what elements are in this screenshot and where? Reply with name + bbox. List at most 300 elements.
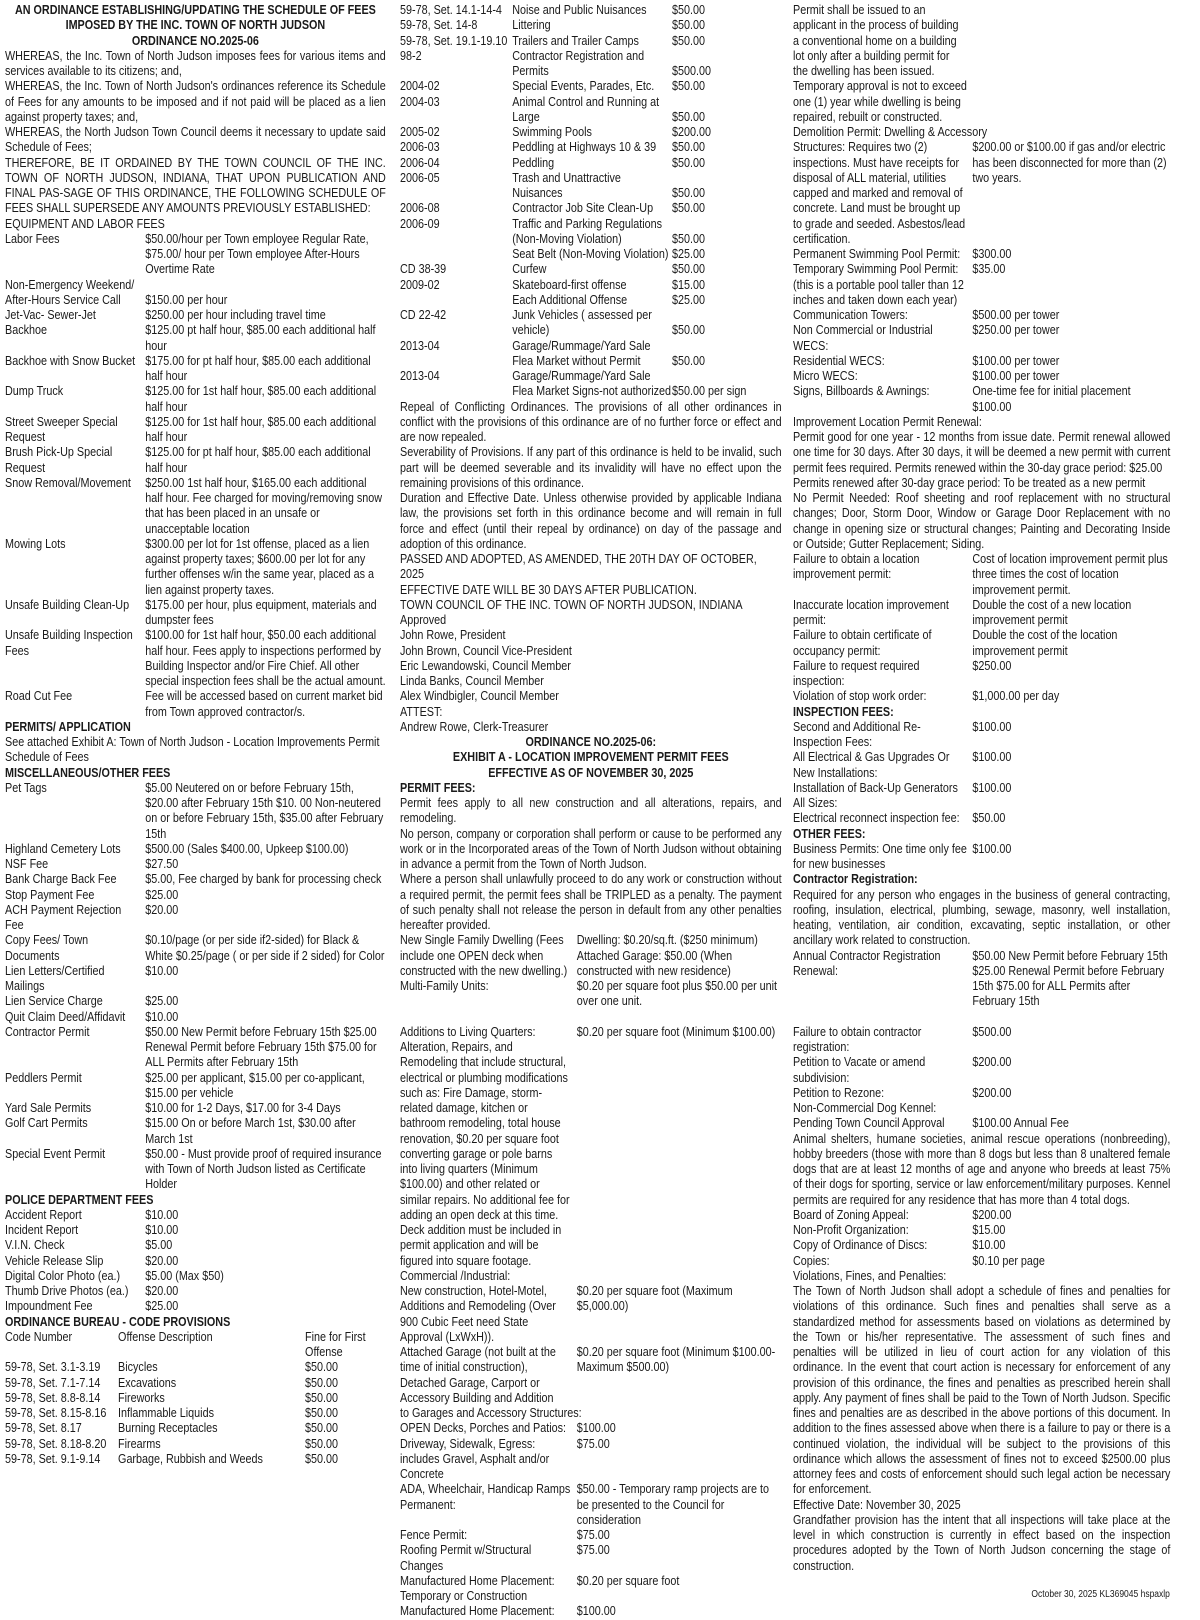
row-label: Installation of Back-Up Generators All Sizes: xyxy=(793,780,958,810)
fee-row xyxy=(793,1025,1170,1056)
row-label: 59-78, Set. 8.8-8.14 xyxy=(5,1390,101,1405)
fee-row xyxy=(793,552,1170,598)
paragraph: Repeal of Conflicting Ordinances. The provisions of all other ordinances in conflict with the provisions of this ordinance are of no further force or effect and are now repealed. xyxy=(400,399,782,444)
row-value: $20.00 xyxy=(145,902,179,917)
row-label: 59-78, Set. 8.15-8.16 xyxy=(5,1406,107,1420)
fee-row xyxy=(5,232,386,278)
row-value: $10.00 xyxy=(972,1238,1006,1253)
row-description: Trash and Unattractive Nuisances xyxy=(512,170,621,200)
row-value: $50.00 xyxy=(672,18,705,33)
fee-row xyxy=(5,354,386,385)
code-row xyxy=(400,201,782,216)
fee-row xyxy=(400,933,782,979)
fee-row xyxy=(5,415,386,446)
row-label: Temporary Swimming Pool Permit: (this is a portable pool taller than 12 inches and taken down each year) xyxy=(793,262,964,307)
row-value: $5.00 xyxy=(145,1238,173,1253)
row-value: $15.00 On or before March 1st, $30.00 after March 1st xyxy=(145,1116,356,1146)
text-line: Commercial /Industrial: xyxy=(400,1268,511,1283)
spacer xyxy=(400,1010,782,1025)
row-label: 2006-05 xyxy=(400,170,440,185)
row-value xyxy=(972,3,1170,125)
row-value: $50.00 xyxy=(672,109,705,124)
row-value: $300.00 xyxy=(972,247,1012,261)
row-value: $75.00 xyxy=(576,1436,610,1451)
fee-row xyxy=(793,1238,1170,1253)
text-line: ATTEST: xyxy=(400,704,443,719)
row-description: Swimming Pools xyxy=(512,125,592,139)
row-value: $250.00 1st half hour, $165.00 each additional half hour. Fee charged for moving/removing snow that has been placed in an unsafe or unacceptable location xyxy=(145,475,383,536)
row-value: $50.00 New Permit before February 15th $25.00 Renewal Permit before February 15th $75.00 for ALL Permits after February 15th xyxy=(145,1024,377,1070)
code-row xyxy=(5,1452,386,1467)
row-label: Contractor Permit xyxy=(5,1024,90,1039)
row-value: $250.00 xyxy=(972,658,1012,673)
fee-row xyxy=(5,1208,386,1223)
row-value: $50.00 - Must provide proof of required insurance with Town of North Judson listed as Certificate Holder xyxy=(145,1146,382,1192)
row-value: $10.00 xyxy=(145,1009,179,1024)
row-value: $500.00 xyxy=(972,1024,1012,1039)
row-value: $300.00 per lot for 1st offense, placed as a lien against property taxes; $600.00 per lot for any further offenses w/in the same year, placed as a lien against property taxes. xyxy=(145,536,375,597)
row-value: $50.00 xyxy=(972,811,1006,826)
text-line: TOWN COUNCIL OF THE INC. TOWN OF NORTH JUDSON, INDIANA xyxy=(400,597,743,612)
fee-row xyxy=(793,659,1170,690)
fee-row xyxy=(5,384,386,415)
row-value: $50.00 xyxy=(672,155,705,170)
row-description: Garage/Rummage/Yard Sale Flea Market Signs-not authorized xyxy=(512,369,672,399)
row-value: $500.00 (Sales $400.00, Upkeep $100.00) xyxy=(145,841,349,856)
fee-row xyxy=(5,537,386,598)
row-label: Non-Profit Organization: xyxy=(793,1223,909,1237)
fee-row xyxy=(793,369,1170,384)
code-row xyxy=(400,140,782,155)
row-label: Backhoe xyxy=(5,323,47,338)
row-label: Stop Payment Fee xyxy=(5,887,95,902)
paragraph: WHEREAS, the Inc. Town of North Judson's ordinances reference its Schedule of Fees for any amounts to be imposed and if not paid will be placed as a lien against property taxes; and, xyxy=(5,79,386,124)
code-row xyxy=(5,1360,386,1375)
row-value: $250.00 per tower xyxy=(972,323,1060,338)
centered-heading: ORDINANCE NO.2025-06 xyxy=(131,33,259,48)
row-value: $0.10/page (or per side if2-sided) for Black & White $0.25/page ( or per side if 2 sided) for Color xyxy=(145,933,385,963)
row-label: 2005-02 xyxy=(400,125,440,139)
code-row xyxy=(5,1406,386,1421)
text-line: Linda Banks, Council Member xyxy=(400,674,544,688)
row-value: $0.20 per square foot (Maximum $5,000.00) xyxy=(576,1284,733,1314)
code-row xyxy=(400,339,782,370)
row-label: Impoundment Fee xyxy=(5,1299,93,1314)
row-label: Unsafe Building Clean-Up xyxy=(5,597,130,612)
row-value: $5.00 Neutered on or before February 15th, $20.00 after February 15th $10. 00 Non-neutered on or before February 15th, $35.00 after February 15th xyxy=(145,780,384,841)
row-value: $250.00 per hour including travel time xyxy=(145,308,326,322)
row-value: $500.00 xyxy=(672,64,711,78)
row-label: Golf Cart Permits xyxy=(5,1116,88,1131)
row-label: All Electrical & Gas Upgrades Or New Installations: xyxy=(793,750,950,780)
text-line: Approved xyxy=(400,613,447,627)
code-row xyxy=(400,34,782,49)
code-row xyxy=(400,278,782,293)
text-line: See attached Exhibit A: Town of North Judson - Location Improvements Permit Schedule of Fees xyxy=(5,735,380,765)
fee-row xyxy=(5,1010,386,1025)
fee-row xyxy=(400,979,782,1010)
row-value: $5.00 (Max $50) xyxy=(145,1268,224,1283)
row-label: Manufactured Home Placement: Temporary or Construction xyxy=(400,1573,555,1603)
row-value: $10.00 for 1-2 Days, $17.00 for 3-4 Days xyxy=(145,1101,341,1115)
row-value: $50.00 xyxy=(672,323,705,338)
paragraph: Severability of Provisions. If any part of this ordinance is held to be invalid, such part will be deemed severable and its invalidity will have no effect upon the remaining provisions of this ordinance. xyxy=(400,445,782,490)
paragraph: Permit fees apply to all new construction and all alterations, repairs, and remodeling. xyxy=(400,796,782,826)
row-label: OPEN Decks, Porches and Patios: xyxy=(400,1421,567,1436)
row-label: Manufactured Home Placement: xyxy=(400,1604,555,1619)
fee-row xyxy=(793,3,1170,125)
row-label: 98-2 xyxy=(400,48,422,63)
fee-row xyxy=(5,872,386,887)
row-label: Fence Permit: xyxy=(400,1528,468,1542)
row-label: Quit Claim Deed/Affidavit xyxy=(5,1009,126,1024)
paragraph: The Town of North Judson shall adopt a schedule of fines and penalties for violations of this ordinance. Such fines and penalties shall serve as a standardized method for assessments based on violations as determined by the Town or his/her representative. The assessment of such fines and penalties will be utilized in lieu of court action for any violation of this ordinance. In the event that court action is necessary for enforcement of any provision of this ordinance, the fines and penalties as prescribed herein shall apply. Any payment of fines shall be paid to the Town of North Judson. Specific fines and penalties are as described in the above portions of this document. In addition to the fines assessed above when there is a failure to pay or there is a continued violation, the individual will be subject to the provisions of this ordinance which allows the assessment of fines not to exceed $2500.00 plus attorney fees and costs of enforcement should such legal action be necessary for enforcement. xyxy=(793,1284,1171,1497)
row-label: Lien Service Charge xyxy=(5,994,103,1009)
row-label: Communication Towers: xyxy=(793,308,908,322)
fee-row xyxy=(5,842,386,857)
fee-row xyxy=(5,903,386,934)
row-value: $10.00 xyxy=(145,1223,179,1237)
column-1 xyxy=(5,3,386,1467)
fee-row xyxy=(793,842,1170,873)
row-label: Thumb Drive Photos (ea.) xyxy=(5,1284,129,1298)
text-line: Violations, Fines, and Penalties: xyxy=(793,1268,947,1283)
row-value: $200.00 or $100.00 if gas and/or electric has been disconnected for more than (2) two years. xyxy=(972,140,1167,185)
code-row xyxy=(5,1437,386,1452)
text-line: Demolition Permit: Dwelling & Accessory xyxy=(793,125,988,139)
row-value: $50.00 xyxy=(305,1436,339,1451)
section-heading: PERMITS/ APPLICATION xyxy=(5,719,131,734)
row-value: $50.00 xyxy=(672,140,705,155)
row-label: Multi-Family Units: xyxy=(400,979,489,993)
row-label: Labor Fees xyxy=(5,231,60,246)
row-value: $20.00 xyxy=(145,1284,179,1298)
fee-row xyxy=(5,1071,386,1102)
section-heading: INSPECTION FEES: xyxy=(793,704,894,719)
row-value: $50.00 xyxy=(305,1360,339,1375)
row-label: Residential WECS: xyxy=(793,353,885,368)
fee-row xyxy=(5,323,386,354)
row-description: Burning Receptacles xyxy=(118,1421,218,1436)
row-label: Violation of stop work order: xyxy=(793,689,927,704)
row-description: Peddling at Highways 10 & 39 xyxy=(512,140,657,155)
row-label: Pet Tags xyxy=(5,780,47,795)
row-label: 2004-03 xyxy=(400,94,440,109)
row-label: 59-78, Set. 7.1-7.14 xyxy=(5,1375,101,1390)
row-description: Fireworks xyxy=(118,1390,165,1405)
row-label: Snow Removal/Movement xyxy=(5,475,131,490)
row-description: Excavations xyxy=(118,1375,177,1390)
paragraph: THEREFORE, BE IT ORDAINED BY THE TOWN COUNCIL OF THE INC. TOWN OF NORTH JUDSON, INDIANA, THAT UPON PUBLICATION AND FINAL PAS-SAGE OF THIS ORDINANCE, THE FOLLOWING SCHEDULE OF FEES SHALL SUPERSEDE ANY AMOUNTS PREVIOUSLY ESTABLISHED: xyxy=(5,155,386,216)
section-heading: POLICE DEPARTMENT FEES xyxy=(5,1192,154,1207)
fee-row xyxy=(5,476,386,537)
fee-row xyxy=(5,1223,386,1238)
row-value: $27.50 xyxy=(145,857,179,871)
fee-row xyxy=(793,720,1170,751)
code-row xyxy=(400,156,782,171)
row-label: New construction, Hotel-Motel, Additions and Remodeling (Over 900 Cubic Feet need State Approval (LxWxH)). xyxy=(400,1284,556,1344)
row-label: Permanent Swimming Pool Permit: xyxy=(793,247,961,261)
row-value: $50.00 xyxy=(672,33,705,48)
row-label: Jet-Vac- Sewer-Jet xyxy=(5,308,96,322)
column-2 xyxy=(400,3,782,1620)
section-heading: Contractor Registration: xyxy=(793,872,918,887)
row-value: $200.00 xyxy=(972,1055,1012,1070)
row-description: Each Additional Offense xyxy=(512,292,628,307)
fee-row xyxy=(5,628,386,689)
row-label: Electrical reconnect inspection fee: xyxy=(793,811,960,826)
row-label: 2013-04 xyxy=(400,338,440,353)
fee-row xyxy=(793,1116,1170,1131)
paragraph: Required for any person who engages in the business of general contracting, roofing, insulation, electrical, plumbing, sewage, masonry, well installation, heating, ventilation, air condition, excavating, septic installation, or other ancillary work related to construction. xyxy=(793,887,1171,948)
fee-row xyxy=(793,598,1170,629)
paragraph: Grandfather provision has the intent that all inspections will take place at the level in which construction is currently in effect based on the inspection procedures adopted by the Town of North Judson concerning the stage of construction. xyxy=(793,1512,1171,1573)
row-value: $75.00 xyxy=(576,1528,610,1542)
fee-row xyxy=(5,1116,386,1147)
row-label: Brush Pick-Up Special Request xyxy=(5,445,113,475)
row-label: V.I.N. Check xyxy=(5,1238,65,1253)
row-value: $35.00 xyxy=(972,262,1006,277)
fee-row xyxy=(793,1055,1170,1086)
fee-row xyxy=(793,1223,1170,1238)
fee-row xyxy=(5,1254,386,1269)
fee-row xyxy=(5,933,386,964)
row-value: $50.00 xyxy=(672,353,705,368)
row-value: $10.00 xyxy=(145,963,179,978)
row-label: New Single Family Dwelling (Fees include one OPEN deck when constructed with the new dwelling.) xyxy=(400,933,568,978)
paragraph: WHEREAS, the North Judson Town Council deems it necessary to update said Schedule of Fees; xyxy=(5,125,386,155)
row-label: Incident Report xyxy=(5,1223,79,1237)
row-description: Skateboard-first offense xyxy=(512,277,627,292)
row-label: Code Number xyxy=(5,1329,73,1344)
row-label: 59-78, Set. 8.18-8.20 xyxy=(5,1436,107,1451)
fee-row xyxy=(793,140,1170,247)
row-value: $200.00 xyxy=(672,125,711,139)
row-description: Firearms xyxy=(118,1436,161,1451)
text-line: John Rowe, President xyxy=(400,628,506,643)
fee-row xyxy=(5,445,386,476)
row-label: Failure to request required inspection: xyxy=(793,658,920,688)
row-value: $15.00 xyxy=(672,277,705,292)
row-description: Animal Control and Running at Large xyxy=(512,94,660,124)
fee-row xyxy=(400,1574,782,1605)
row-description: Garage/Rummage/Yard Sale Flea Market without Permit xyxy=(512,338,651,368)
fee-row xyxy=(793,628,1170,659)
fee-row xyxy=(793,247,1170,262)
fee-row xyxy=(793,308,1170,323)
paragraph: No Permit Needed: Roof sheeting and roof replacement with no structural changes; Door, Storm Door, Window or Garage Door Replacement with no change in opening size or structural changes; Painting and Decorating Inside or Outside; Gutter Replacement; Siding. xyxy=(793,491,1171,551)
row-label xyxy=(400,293,512,308)
row-label: 59-78, Set. 3.1-3.19 xyxy=(5,1360,101,1375)
fee-row xyxy=(5,308,386,323)
row-label: Petition to Rezone: xyxy=(793,1085,885,1100)
row-label: Street Sweeper Special Request xyxy=(5,414,118,444)
fee-row xyxy=(5,1101,386,1116)
row-value: $1,000.00 per day xyxy=(972,689,1060,704)
row-label: Vehicle Release Slip xyxy=(5,1253,104,1268)
row-value: Fee will be accessed based on current market bid from Town approved contractor/s. xyxy=(145,689,383,719)
row-value: $100.00 xyxy=(972,719,1012,734)
row-label: Permit shall be issued to an applicant in the process of building a conventional home on a building lot only after a building permit for the dwelling has been issued. Temporary approval is not to exceed one (1) year while dwelling is being repaired, rebuilt or constructed. xyxy=(793,3,967,124)
fee-row xyxy=(5,781,386,842)
fee-row xyxy=(5,964,386,995)
row-label: Special Event Permit xyxy=(5,1146,106,1161)
row-value: $20.00 xyxy=(145,1253,179,1268)
fee-row xyxy=(5,994,386,1009)
fee-row xyxy=(793,689,1170,704)
row-label: Micro WECS: xyxy=(793,369,858,383)
fee-row xyxy=(793,750,1170,781)
fee-row xyxy=(400,1345,782,1406)
text-line: Andrew Rowe, Clerk-Treasurer xyxy=(400,719,549,734)
spacer xyxy=(793,1010,1170,1025)
section-heading: MISCELLANEOUS/OTHER FEES xyxy=(5,765,171,780)
code-row xyxy=(5,1391,386,1406)
row-label: Pending Town Council Approval xyxy=(793,1116,945,1131)
row-label: Road Cut Fee xyxy=(5,689,73,704)
row-value: $125.00 for 1st half hour, $85.00 each additional half hour xyxy=(145,414,377,444)
fee-row xyxy=(400,1025,782,1269)
row-label: Driveway, Sidewalk, Egress: includes Gravel, Asphalt and/or Concrete xyxy=(400,1436,550,1481)
fee-row xyxy=(400,1284,782,1345)
fee-row xyxy=(793,781,1170,812)
row-description: Traffic and Parking Regulations (Non-Moving Violation) xyxy=(512,216,663,246)
row-value: $100.00 per tower xyxy=(972,369,1060,383)
row-value: $200.00 xyxy=(972,1085,1012,1100)
row-description: Littering xyxy=(512,18,551,33)
text-line: Effective Date: November 30, 2025 xyxy=(793,1497,961,1512)
row-label: 2004-02 xyxy=(400,79,440,94)
row-label: Signs, Billboards & Awnings: xyxy=(793,384,930,399)
row-label: Copy of Ordinance of Discs: xyxy=(793,1238,928,1253)
row-label: 59-78, Set. 9.1-9.14 xyxy=(5,1451,101,1466)
row-description: Offense Description xyxy=(118,1329,213,1344)
text-line: Alex Windbigler, Council Member xyxy=(400,689,559,704)
row-description: Junk Vehicles ( assessed per vehicle) xyxy=(512,308,652,338)
row-description: Special Events, Parades, Etc. xyxy=(512,79,655,94)
fee-row xyxy=(400,1421,782,1436)
row-description: Garbage, Rubbish and Weeds xyxy=(118,1451,263,1466)
section-heading: ORDINANCE BUREAU - CODE PROVISIONS xyxy=(5,1314,231,1329)
row-label: 59-78, Set. 14-8 xyxy=(400,18,478,33)
text-line: EQUIPMENT AND LABOR FEES xyxy=(5,216,165,231)
text-line: to Garages and Accessory Structures: xyxy=(400,1406,582,1420)
fee-row xyxy=(5,857,386,872)
row-value: $100.00 xyxy=(972,841,1012,856)
row-label: 59-78, Set. 14.1-14-4 xyxy=(400,3,502,17)
fee-row xyxy=(793,811,1170,826)
row-value: $100.00 xyxy=(972,780,1012,795)
row-value: $25.00 xyxy=(145,887,179,902)
text-line: Non-Commercial Dog Kennel: xyxy=(793,1101,937,1115)
fee-row xyxy=(5,689,386,720)
row-value: $0.20 per square foot xyxy=(576,1573,680,1588)
fee-row xyxy=(5,1299,386,1314)
row-value: $100.00 xyxy=(576,1604,616,1619)
row-value: $0.20 per square foot (Minimum $100.00) xyxy=(576,1024,776,1039)
row-label: Copy Fees/ Town Documents xyxy=(5,933,89,963)
row-label: Failure to obtain a location improvement permit: xyxy=(793,552,920,582)
row-label: Failure to obtain certificate of occupancy permit: xyxy=(793,628,932,658)
row-value: $0.20 per square foot plus $50.00 per unit over one unit. xyxy=(576,979,778,1009)
row-value: $50.00 xyxy=(672,79,705,94)
row-label: 2006-03 xyxy=(400,140,440,155)
row-label: Dump Truck xyxy=(5,384,64,399)
row-value: $50.00 xyxy=(305,1390,339,1405)
code-row xyxy=(400,293,782,308)
row-label: Peddlers Permit xyxy=(5,1070,82,1085)
row-description: Curfew xyxy=(512,262,547,277)
row-value: Cost of location improvement permit plus three times the cost of location improvement permit. xyxy=(972,552,1168,597)
row-description: Contractor Registration and Permits xyxy=(512,48,645,78)
row-description: Peddling xyxy=(512,155,555,170)
row-label: 2009-02 xyxy=(400,277,440,292)
row-value: $500.00 per tower xyxy=(972,308,1060,322)
fee-row xyxy=(5,278,386,293)
fee-row xyxy=(793,262,1170,308)
row-value: $25.00 xyxy=(145,1299,179,1314)
row-value: $125.00 pt half hour, $85.00 each additional half hour xyxy=(145,323,376,353)
row-value: Dwelling: $0.20/sq.ft. ($250 minimum) Attached Garage: $50.00 (When constructed with new residence) xyxy=(576,933,758,978)
row-label: CD 38-39 xyxy=(400,262,447,277)
row-label: Mowing Lots xyxy=(5,536,66,551)
text-line: EFFECTIVE DATE WILL BE 30 DAYS AFTER PUBLICATION. xyxy=(400,582,697,597)
row-value: $100.00 per tower xyxy=(972,353,1060,368)
fee-row xyxy=(400,1482,782,1528)
fee-row xyxy=(400,1604,782,1619)
row-value: $5.00, Fee charged by bank for processing check xyxy=(145,872,382,887)
row-value: $100.00 xyxy=(576,1421,616,1436)
row-value: $25.00 per applicant, $15.00 per co-applicant, $15.00 per vehicle xyxy=(145,1070,365,1100)
row-label: Structures: Requires two (2) inspections. Must have receipts for disposal of ALL material, utilities capped and marked and removal of concrete. Land must be brought up to grade and seeded. Asbestos/lead certification. xyxy=(793,140,966,246)
row-value: One-time fee for initial placement $100.00 xyxy=(972,384,1131,414)
code-row xyxy=(400,369,782,400)
section-heading: OTHER FEES: xyxy=(793,826,866,841)
row-label: NSF Fee xyxy=(5,857,49,871)
row-description: Contractor Job Site Clean-Up xyxy=(512,201,654,216)
fee-row xyxy=(793,354,1170,369)
row-label: 2006-04 xyxy=(400,155,440,170)
row-label: CD 22-42 xyxy=(400,308,447,322)
fee-row xyxy=(400,1528,782,1543)
row-value: $100.00 for 1st half hour, $50.00 each additional half hour. Fees apply to inspections performed by Building Inspector and/or Fire Chief. All other special inspection fees shall be the actual amount. xyxy=(145,628,386,688)
row-label: 2006-09 xyxy=(400,216,440,231)
row-label: Non Commercial or Industrial WECS: xyxy=(793,323,933,353)
paragraph: Duration and Effective Date. Unless otherwise provided by applicable Indiana law, the provisions set forth in this ordinance become and will remain in full force and effect (until their repeal by ordinance) on day of the passage and adoption of this ordinance. xyxy=(400,491,782,551)
section-heading: PERMIT FEES: xyxy=(400,780,476,795)
fee-row xyxy=(793,1208,1170,1223)
text-line: Eric Lewandowski, Council Member xyxy=(400,658,571,673)
row-label: Digital Color Photo (ea.) xyxy=(5,1268,121,1283)
row-label: Second and Additional Re-Inspection Fees: xyxy=(793,719,921,749)
row-label: Petition to Vacate or amend subdivision: xyxy=(793,1055,926,1085)
row-value: $200.00 xyxy=(972,1207,1012,1222)
row-value: $50.00 xyxy=(672,231,705,246)
code-row xyxy=(400,262,782,277)
row-value: $0.20 per square foot (Minimum $100.00-Maximum $500.00) xyxy=(576,1345,776,1375)
row-value: $125.00 for pt half hour, $85.00 each additional half hour xyxy=(145,445,371,475)
column-3 xyxy=(793,3,1170,1574)
row-label: Additions to Living Quarters: Alteration, Repairs, and Remodeling that include structural, electrical or plumbing modifications such as: Fire Damage, storm-related damage, kitchen or bathroom remodeling, total house renovation, $0.20 per square foot converting garage or pole barns into living quarters (Minimum $100.00) and other related or similar repairs. No additional fee for adding an open deck at this time. Deck addition must be included in permit application and will be figured into square footage. xyxy=(400,1024,570,1268)
row-value: $100.00 xyxy=(972,750,1012,765)
code-row xyxy=(5,1330,386,1361)
code-row xyxy=(400,125,782,140)
row-label: ACH Payment Rejection Fee xyxy=(5,902,122,932)
row-label: After-Hours Service Call xyxy=(5,292,121,307)
fee-row xyxy=(793,1254,1170,1269)
row-label: Attached Garage (not built at the time of initial construction), Detached Garage, Carport or Accessory Building and Addition xyxy=(400,1345,556,1405)
code-row xyxy=(5,1421,386,1436)
